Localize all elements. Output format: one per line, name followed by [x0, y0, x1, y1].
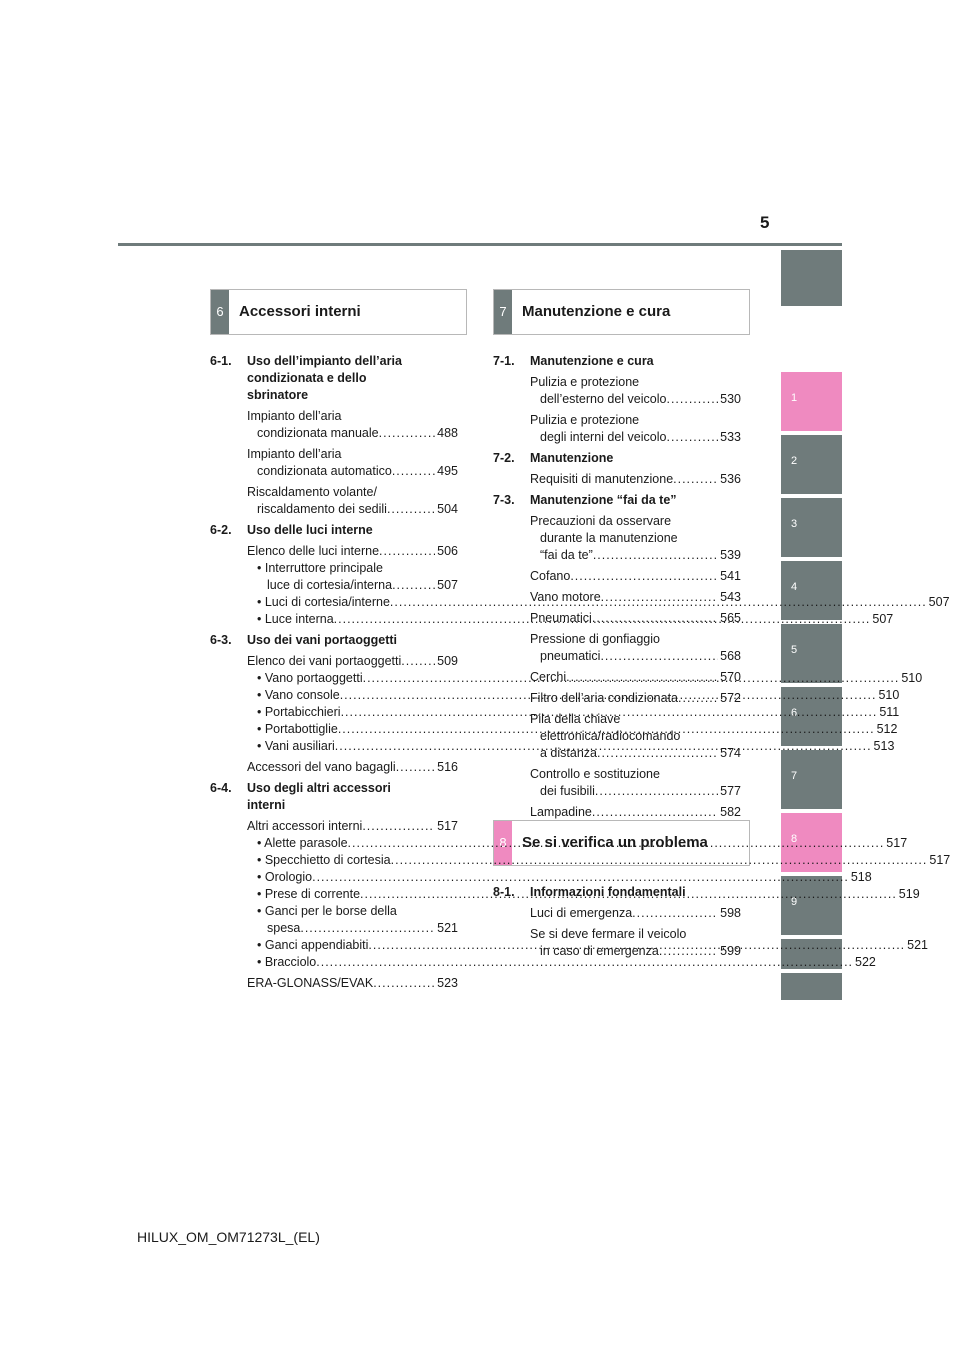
toc-subsection-6-3: 6-3. Uso dei vani portaoggetti	[210, 633, 398, 647]
toc-bullet-entry[interactable]: • Orologio..... 518	[257, 869, 458, 886]
toc-bullet-entry[interactable]: • Bracciolo..... 522	[257, 954, 458, 971]
toc-bullet-entry[interactable]: • Vano portaoggetti..... 510	[257, 670, 458, 687]
section-number: 7	[494, 290, 512, 334]
toc-entry[interactable]: ERA-GLONASS/EVAK ..... 523	[247, 975, 458, 992]
toc-entry[interactable]: Pulizia e protezione dell’esterno del veicolo ..... 530	[530, 374, 741, 408]
toc-bullet-entry[interactable]: • Ganci per le borse della spesa ..... 521	[257, 903, 458, 937]
toc-entry[interactable]: Luci di emergenza ..... 598	[530, 905, 741, 922]
toc-entry[interactable]: Pila della chiave elettronica/radiocomando a distanza ..... 574	[530, 711, 741, 762]
section-number: 6	[211, 290, 229, 334]
toc-entry[interactable]: Filtro dell’aria condizionata ..... 572	[530, 690, 741, 707]
chapter-tab-8[interactable]: 8	[781, 813, 842, 872]
toc-right-column	[493, 353, 741, 825]
chapter-tab-3[interactable]: 3	[781, 498, 842, 557]
toc-bullet-entry[interactable]: • Portabottiglie..... 512	[257, 721, 458, 738]
toc-bullet-entry[interactable]: • Alette parasole..... 517	[257, 835, 458, 852]
toc-bullet-entry[interactable]: • Interruttore principale luce di cortesia/interna ..... 507	[257, 560, 458, 594]
toc-subsection-7-1: 7-1. Manutenzione e cura	[493, 354, 654, 368]
toc-bullet-entry[interactable]: • Luce interna..... 507	[257, 611, 458, 628]
toc-bullet-entry[interactable]: • Prese di corrente..... 519	[257, 886, 458, 903]
toc-subsection-7-3: 7-3. Manutenzione “fai da te”	[493, 493, 677, 507]
toc-entry[interactable]: Se si deve fermare il veicolo in caso di emergenza ..... 599	[530, 926, 741, 960]
document-footer: HILUX_OM_OM71273L_(EL)	[137, 1229, 320, 1245]
toc-bullet-entry[interactable]: • Portabicchieri..... 511	[257, 704, 458, 721]
toc-bullet-entry[interactable]: • Vani ausiliari..... 513	[257, 738, 458, 755]
toc-entry[interactable]: Precauzioni da osservare durante la manutenzione “fai da te” ..... 539	[530, 513, 741, 564]
toc-entry[interactable]: Impianto dell’aria condizionata manuale ..... 488	[247, 408, 458, 442]
toc-bullet-entry[interactable]: • Specchietto di cortesia..... 517	[257, 852, 458, 869]
chapter-tab-2[interactable]: 2	[781, 435, 842, 494]
toc-subsection-6-1: 6-1. Uso dell’impianto dell’aria condizionata e dello sbrinatore	[210, 354, 402, 402]
chapter-tab-6[interactable]: 6	[781, 687, 842, 746]
section-header-6[interactable]	[210, 289, 467, 335]
toc-entry[interactable]: Requisiti di manutenzione ..... 536	[530, 471, 741, 488]
toc-bullet-entry[interactable]: • Luci di cortesia/interne..... 507	[257, 594, 458, 611]
chapter-tab-1[interactable]: 1	[781, 372, 842, 431]
toc-subsection-7-2: 7-2. Manutenzione	[493, 451, 614, 465]
chapter-tab-9[interactable]: 9	[781, 876, 842, 935]
chapter-tab-7[interactable]: 7	[781, 750, 842, 809]
toc-entry[interactable]: Cerchi ..... 570	[530, 669, 741, 686]
toc-entry[interactable]: Altri accessori interni ..... 517	[247, 818, 458, 835]
toc-entry[interactable]: Controllo e sostituzione dei fusibili ..... 577	[530, 766, 741, 800]
toc-entry[interactable]: Vano motore ..... 543	[530, 589, 741, 606]
toc-entry[interactable]: Pressione di gonfiaggio pneumatici ..... 568	[530, 631, 741, 665]
toc-entry[interactable]: Elenco delle luci interne ..... 506	[247, 543, 458, 560]
toc-subsection-8-1: 8-1. Informazioni fondamentali	[493, 885, 686, 899]
toc-entry[interactable]: Accessori del vano bagagli ..... 516	[247, 759, 458, 776]
chapter-tab-blank-bottom[interactable]	[781, 973, 842, 1000]
toc-entry[interactable]: Pulizia e protezione degli interni del veicolo ..... 533	[530, 412, 741, 446]
toc-bullet-entry[interactable]: • Vano console..... 510	[257, 687, 458, 704]
toc-entry[interactable]: Cofano ..... 541	[530, 568, 741, 585]
page-number: 5	[760, 213, 770, 232]
toc-entry[interactable]: Impianto dell’aria condizionata automatico ..... 495	[247, 446, 458, 480]
section-number: 8	[494, 821, 512, 865]
toc-entry[interactable]: Lampadine ..... 582	[530, 804, 741, 821]
section-title: Se si verifica un problema	[522, 834, 708, 851]
toc-subsection-6-2: 6-2. Uso delle luci interne	[210, 523, 373, 537]
toc-right-column-8	[493, 884, 741, 964]
top-rule	[118, 243, 842, 246]
chapter-tab-blank-top[interactable]	[781, 250, 842, 306]
section-title: Accessori interni	[239, 303, 361, 320]
chapter-tab-5[interactable]: 5	[781, 624, 842, 683]
toc-bullet-entry[interactable]: • Ganci appendiabiti..... 521	[257, 937, 458, 954]
toc-entry[interactable]: Pneumatici ..... 565	[530, 610, 741, 627]
toc-entry[interactable]: Elenco dei vani portaoggetti ..... 509	[247, 653, 458, 670]
toc-subsection-6-4: 6-4. Uso degli altri accessori interni	[210, 781, 391, 812]
section-header-7[interactable]	[493, 289, 750, 335]
section-title: Manutenzione e cura	[522, 303, 671, 320]
chapter-tab-4[interactable]: 4	[781, 561, 842, 620]
toc-entry[interactable]: Riscaldamento volante/ riscaldamento dei sedili ..... 504	[247, 484, 458, 518]
